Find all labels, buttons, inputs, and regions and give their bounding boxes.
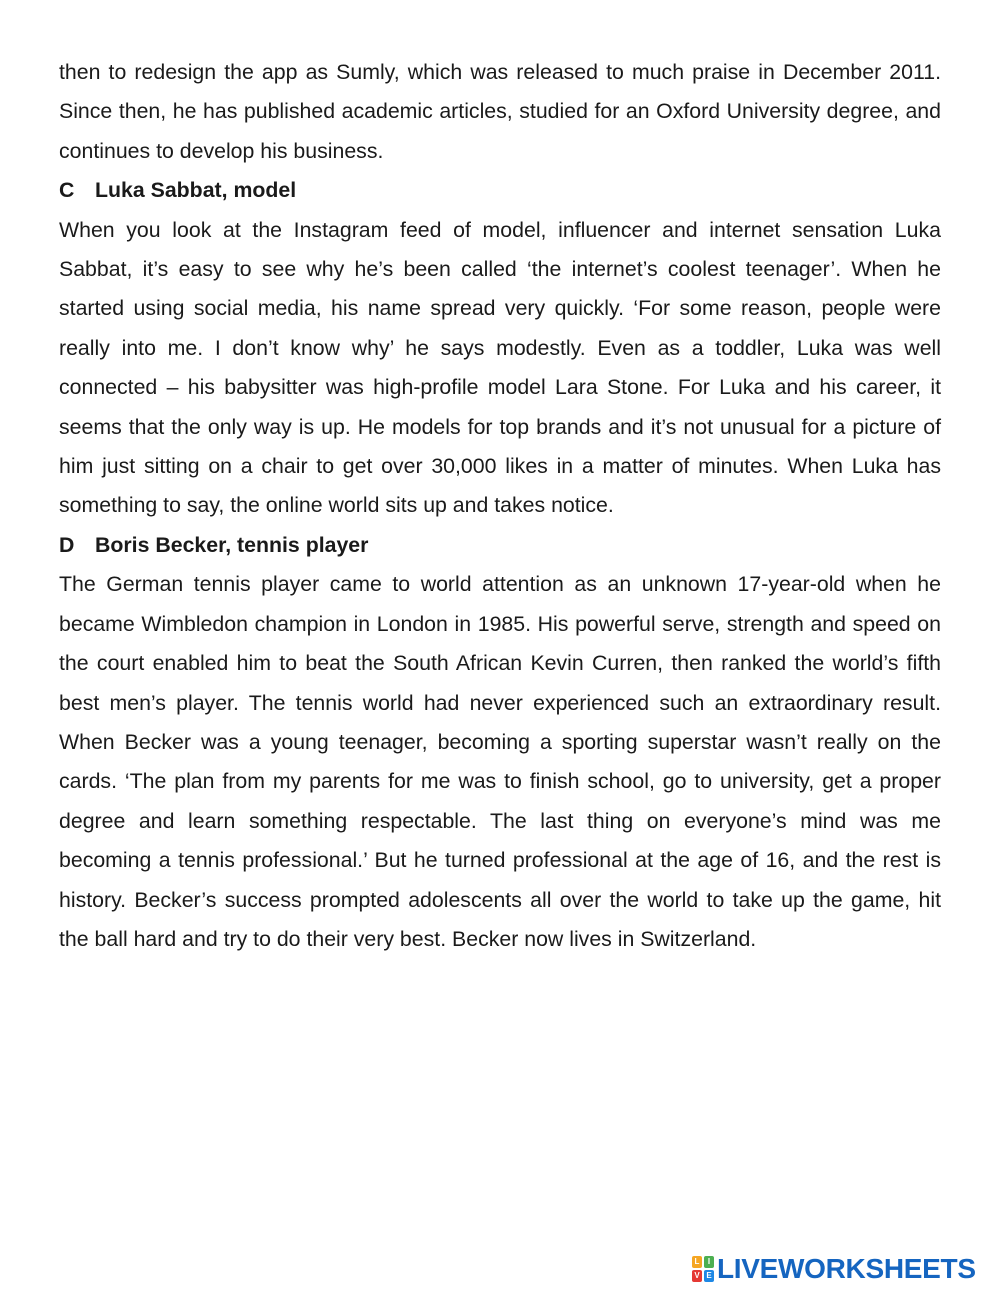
logo-mark-v: V [692,1270,702,1282]
section-d-heading [59,526,941,565]
document-page [59,53,941,959]
logo-mark-i: I [704,1256,714,1268]
section-d-letter: D [59,532,75,557]
liveworksheets-logo [692,1253,976,1285]
logo-mark-e: E [704,1270,714,1282]
section-c-paragraph: When you look at the Instagram feed of model, influencer and internet sensation Luka Sabbat, it’s easy to see why he’s been called ‘the internet’s coolest teenager’. When he started using social media, his name spread very quickly. ‘For some reason, people were really into me. I don’t know why’ he says modestly. Even as a toddler, Luka was well connected – his babysitter was high-profile model Lara Stone. For Luka and his career, it seems that the only way is up. He models for top brands and it’s not unusual for a picture of him just sitting on a chair to get over 30,000 likes in a matter of minutes. When Luka has something to say, the online world sits up and takes notice. [59,217,941,518]
section-d-paragraph: The German tennis player came to world attention as an unknown 17-year-old when he became Wimbledon champion in London in 1985. His powerful serve, strength and speed on the court enabled him to beat the South African Kevin Curren, then ranked the world’s fifth best men’s player. The tennis world had never experienced such an extraordinary result. When Becker was a young teenager, becoming a sporting superstar wasn’t really on the cards. ‘The plan from my parents for me was to finish school, go to university, get a proper degree and learn something respectable. The last thing on everyone’s mind was me becoming a tennis professional.’ But he turned professional at the age of 16, and the rest is history. Becker’s success prompted adolescents all over the world to take up the game, hit the ball hard and try to do their very best. Becker now lives in Switzerland. [59,572,941,951]
liveworksheets-logo-icon [692,1256,714,1282]
logo-mark-l: L [692,1256,702,1268]
section-c-heading [59,171,941,210]
section-d-title: Boris Becker, tennis player [95,532,369,557]
intro-continuation-paragraph: then to redesign the app as Sumly, which was released to much praise in December 2011. Since then, he has published academic articles, studied for an Oxford University degree, and continues to develop his business. [59,60,941,163]
liveworksheets-logo-text: LIVEWORKSHEETS [717,1253,976,1284]
section-c-letter: C [59,178,75,203]
section-c-title: Luka Sabbat, model [95,178,297,203]
